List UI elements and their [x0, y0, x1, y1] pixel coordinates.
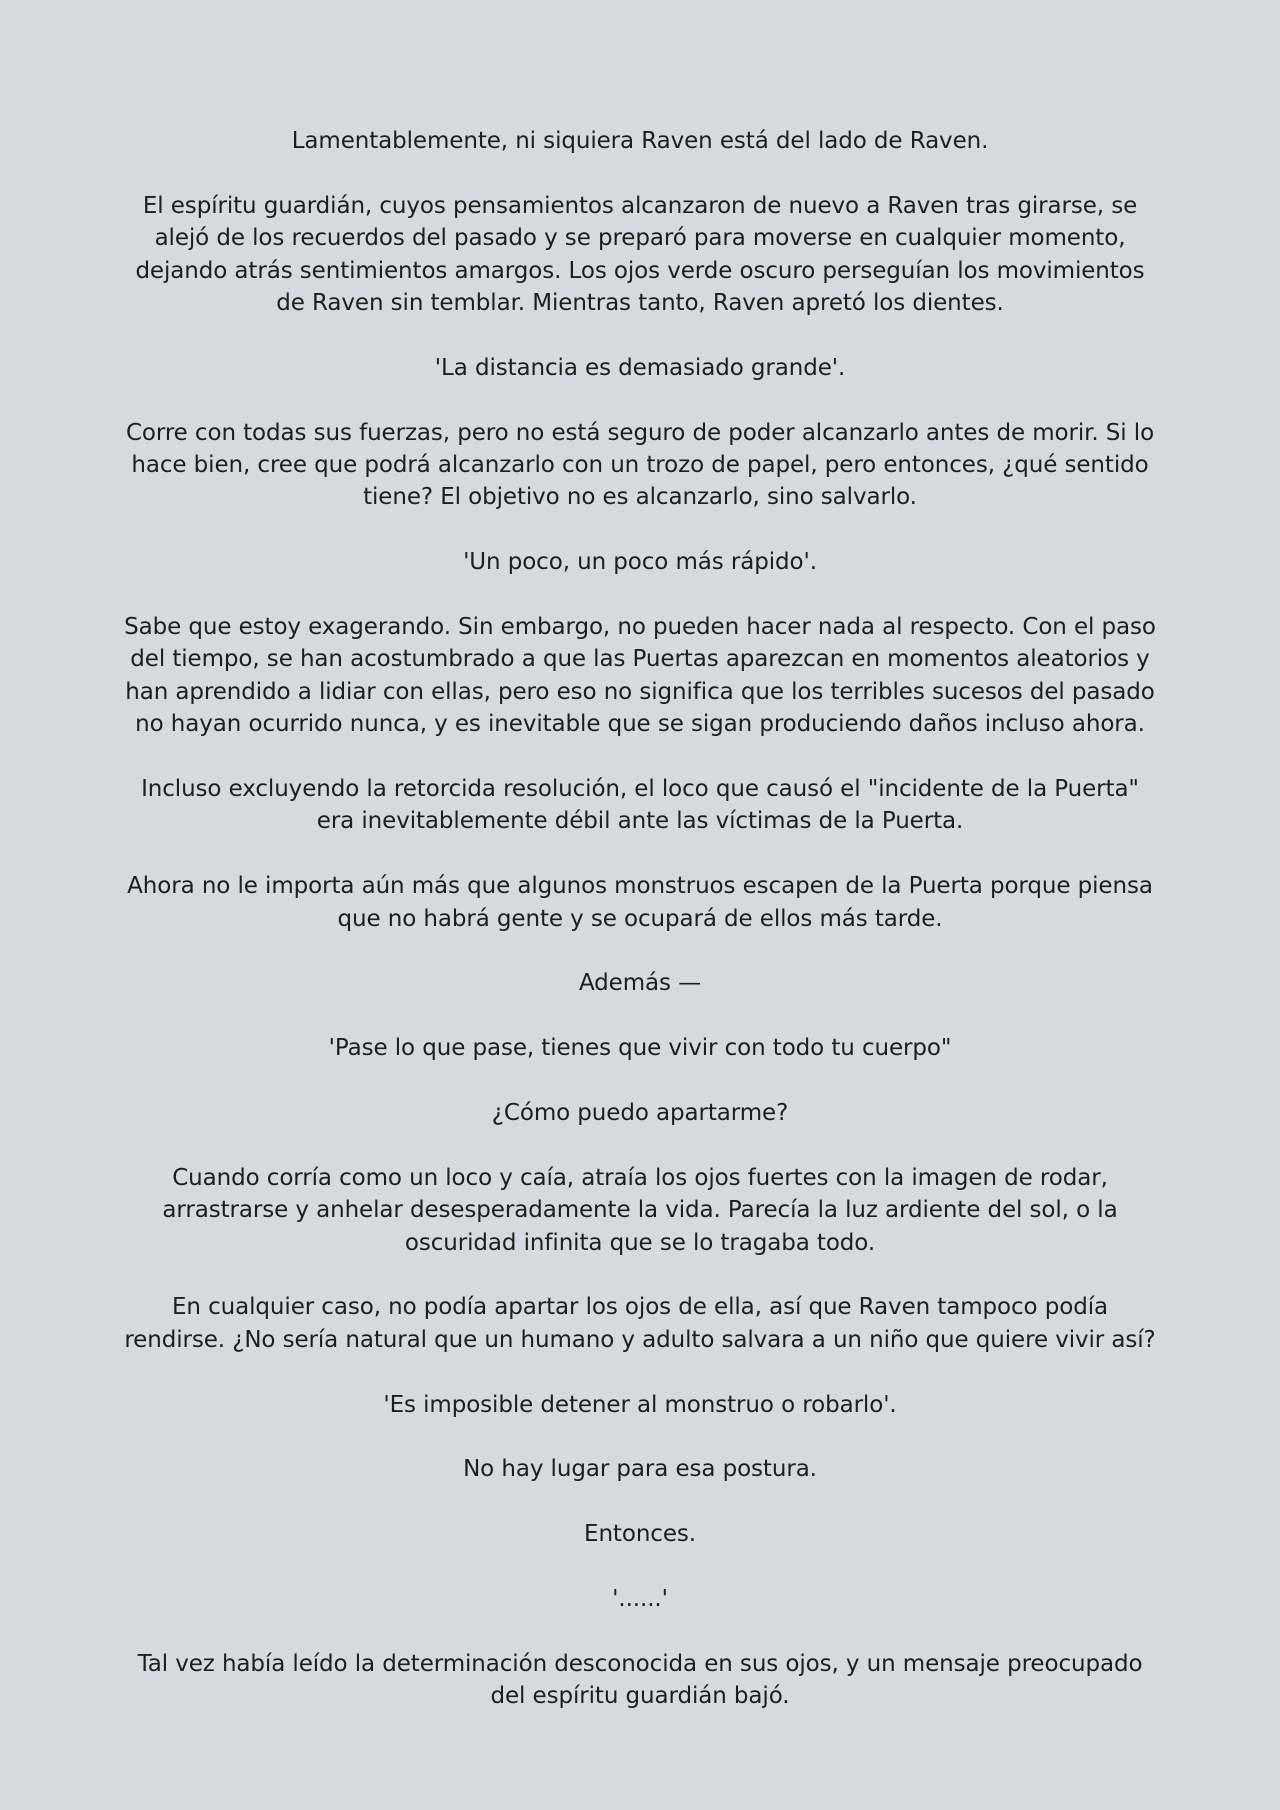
paragraph: 'La distancia es demasiado grande'.: [434, 354, 846, 381]
story-text: [120, 125, 1160, 1713]
paragraph: No hay lugar para esa postura.: [463, 1456, 817, 1483]
paragraph: Cuando corría como un loco y caía, atraía los ojos fuertes con la imagen de rodar, arrastrarse y anhelar desesperadamente la vida. Parecía la luz ardiente del sol, o la oscuridad infinita que se lo tragaba todo.: [162, 1164, 1118, 1256]
paragraph: 'Un poco, un poco más rápido'.: [463, 549, 817, 576]
paragraph: Lamentablemente, ni siquiera Raven está del lado de Raven.: [291, 128, 989, 154]
paragraph: Ahora no le importa aún más que algunos monstruos escapen de la Puerta porque piensa que no habrá gente y se ocupará de ellos más tarde.: [127, 873, 1153, 932]
paragraph: ¿Cómo puedo apartarme?: [491, 1100, 789, 1127]
paragraph: 'Es imposible detener al monstruo o robarlo'.: [383, 1391, 897, 1418]
paragraph: Corre con todas sus fuerzas, pero no está seguro de poder alcanzarlo antes de morir. Si lo hace bien, cree que podrá alcanzarlo con un trozo de papel, pero entonces, ¿qué sentido tiene? El objetivo no es alcanzarlo, sino salvarlo.: [125, 419, 1155, 511]
paragraph: En cualquier caso, no podía apartar los ojos de ella, así que Raven tampoco podía rendirse. ¿No sería natural que un humano y adulto salvara a un niño que quiere vivir así?: [124, 1294, 1156, 1353]
paragraph: Incluso excluyendo la retorcida resolución, el loco que causó el "incidente de la Puerta" era inevitablemente débil ante las víctimas de la Puerta.: [141, 776, 1139, 835]
paragraph: Sabe que estoy exagerando. Sin embargo, no pueden hacer nada al respecto. Con el paso del tiempo, se han acostumbrado a que las Puertas aparezcan en momentos aleatorios y han aprendido a lidiar con ellas, pero eso no significa que los terribles sucesos del pasado no hayan ocurrido nunca, y es inevitable que se sigan produciendo daños incluso ahora.: [124, 614, 1156, 738]
paragraph: Entonces.: [584, 1521, 696, 1548]
paragraph: Tal vez había leído la determinación desconocida en sus ojos, y un mensaje preocupado del espíritu guardián bajó.: [137, 1650, 1143, 1710]
paragraph: El espíritu guardián, cuyos pensamientos alcanzaron de nuevo a Raven tras girarse, se alejó de los recuerdos del pasado y se preparó para moverse en cualquier momento, dejando atrás sentimientos amargos. Los ojos verde oscuro perseguían los movimientos de Raven sin temblar. Mientras tanto, Raven apretó los dientes.: [135, 192, 1145, 317]
paragraph: Además —: [578, 970, 702, 997]
paragraph: 'Pase lo que pase, tienes que vivir con todo tu cuerpo": [328, 1035, 952, 1062]
paragraph: '......': [612, 1586, 668, 1613]
